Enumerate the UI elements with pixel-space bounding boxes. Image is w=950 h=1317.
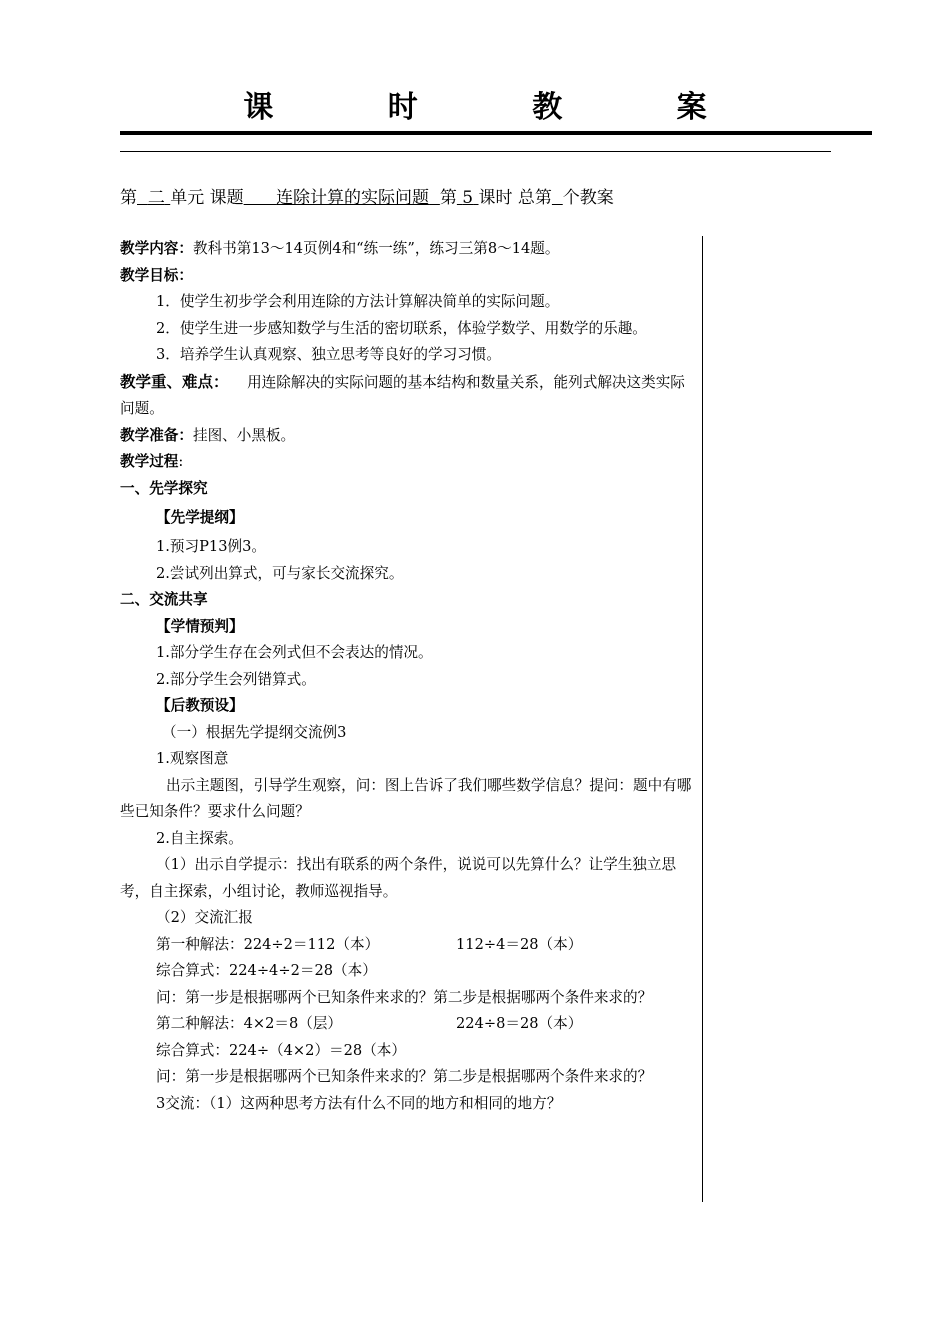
lesson-body xyxy=(120,236,698,1117)
step-report: （2）交流汇报 xyxy=(156,909,253,926)
unit-number: 二 xyxy=(147,188,165,208)
step-exchange-example: （一）根据先学提纲交流例3 xyxy=(162,723,347,741)
step-explore: 2.自主探索。 xyxy=(156,829,243,847)
goal-1: 1．使学生初步学会利用连除的方法计算解决简单的实际问题。 xyxy=(156,293,560,310)
right-border-line xyxy=(702,236,703,1202)
section1-subtitle: 【先学提纲】 xyxy=(156,509,244,526)
step-explore-detail: （1）出示自学提示：找出有联系的两个条件，说说可以先算什么？让学生独立思考，自主探索，小组讨论，教师巡视指导。 xyxy=(120,856,677,900)
prep-line: 教学准备：挂图、小黑板。 xyxy=(120,426,296,444)
method-2: 第二种解法：4×2＝8（层） 224÷8＝28（本） xyxy=(156,1015,583,1032)
question-1: 问：第一步是根据哪两个已知条件来求的？第二步是根据哪两个条件来求的？ xyxy=(156,988,653,1006)
process-heading: 教学过程: xyxy=(120,453,184,470)
period-number: 5 xyxy=(462,188,474,208)
keypoints-line: 教学重、难点： 用连除解决的实际问题的基本结构和数量关系，能列式解决这类实际问题。 xyxy=(120,372,685,417)
judgement-1: 1.部分学生存在会列式但不会表达的情况。 xyxy=(156,644,433,661)
section2-title: 二、交流共享 xyxy=(120,591,208,608)
judgement-subtitle: 【学情预判】 xyxy=(156,617,244,635)
teaching-subtitle: 【后教预设】 xyxy=(156,697,244,714)
section1-item-2: 2.尝试列出算式，可与家长交流探究。 xyxy=(156,564,404,582)
total-number-blank xyxy=(552,188,563,208)
content-line: 教学内容：教科书第13～14页例4和“练一练”，练习三第8～14题。 xyxy=(120,240,560,257)
goal-3: 3．培养学生认真观察、独立思考等良好的学习习惯。 xyxy=(156,346,501,363)
question-2: 问：第一步是根据哪两个已知条件来求的？第二步是根据哪两个条件来求的？ xyxy=(156,1068,653,1085)
step-observe-detail: 出示主题图，引导学生观察，问：图上告诉了我们哪些数学信息？提问：题中有哪些已知条件？要求什么问题？ xyxy=(120,776,692,820)
section1-title: 一、先学探究 xyxy=(120,479,208,497)
page-title: 课 时 教 案 xyxy=(243,90,759,125)
judgement-2: 2.部分学生会列错算式。 xyxy=(156,670,316,688)
lesson-topic: 连除计算的实际问题 xyxy=(276,188,430,208)
goal-2: 2．使学生进一步感知数学与生活的密切联系，体验学数学、用数学的乐趣。 xyxy=(156,319,647,337)
goals-heading: 教学目标： xyxy=(120,266,193,284)
method-1-combined: 综合算式：224÷4÷2＝28（本） xyxy=(156,962,377,979)
exchange-step: 3交流：（1）这两种思考方法有什么不同的地方和相同的地方？ xyxy=(156,1094,562,1112)
method-1: 第一种解法：224÷2＝112（本） 112÷4＝28（本） xyxy=(156,935,583,953)
title-rule-thin xyxy=(120,151,831,152)
step-observe: 1.观察图意 xyxy=(156,750,229,767)
method-2-combined: 综合算式：224÷（4×2）＝28（本） xyxy=(156,1041,406,1059)
section1-item-1: 1.预习P13例3。 xyxy=(156,538,266,555)
title-rule-thick xyxy=(120,131,872,135)
lesson-header: 第 二 单元 课题 连除计算的实际问题 第 5 课时 总第 个教案 xyxy=(120,188,614,208)
